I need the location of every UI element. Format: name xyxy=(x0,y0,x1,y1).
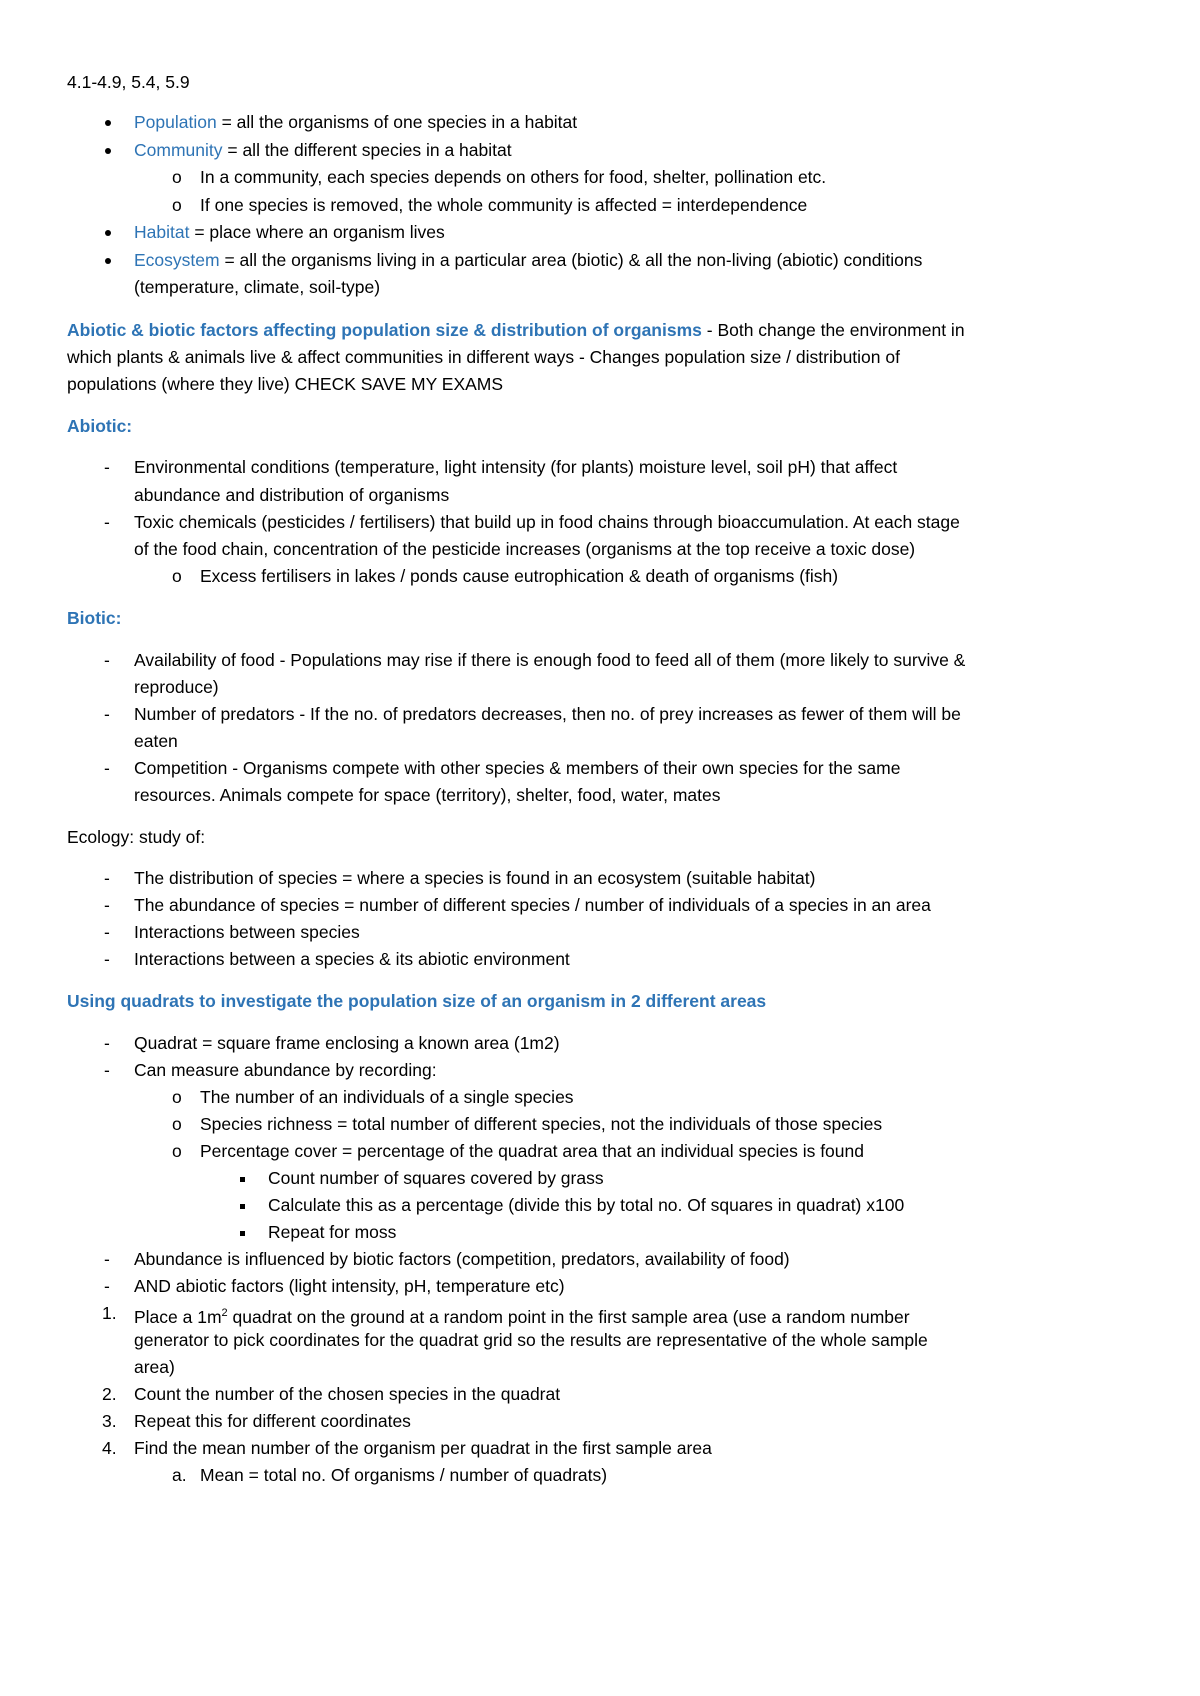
quadrat-subsub-item: Count number of squares covered by grass xyxy=(268,1168,604,1188)
dash-marker: - xyxy=(104,758,110,778)
biotic-item: Competition - Organisms compete with other species & members of their own species for the same xyxy=(134,758,901,778)
community-definition xyxy=(134,138,512,162)
ecosystem-definition xyxy=(134,248,922,272)
square-bullet xyxy=(240,1193,245,1217)
term-community: Community xyxy=(134,140,223,160)
quadrat-item: Abundance is influenced by biotic factors (competition, predators, availability of food) xyxy=(134,1249,790,1269)
step-number: 4. xyxy=(102,1438,117,1458)
sub-bullet: o xyxy=(172,1114,182,1134)
sub-bullet: o xyxy=(172,167,182,187)
abiotic-item: Environmental conditions (temperature, light intensity (for plants) moisture level, soil pH) that affect xyxy=(134,457,898,477)
quadrat-item: Quadrat = square frame enclosing a known area (1m2) xyxy=(134,1033,560,1053)
step-number: 1. xyxy=(102,1303,117,1323)
biotic-item-cont: eaten xyxy=(134,731,178,751)
sub-bullet: o xyxy=(172,1141,182,1161)
definition-text: = all the organisms living in a particular area (biotic) & all the non-living (abiotic) conditions xyxy=(219,250,923,270)
step-number: 3. xyxy=(102,1411,117,1431)
ecology-heading: Ecology: study of: xyxy=(67,827,206,847)
habitat-definition xyxy=(134,220,445,244)
dash-marker: - xyxy=(104,1276,110,1296)
step-text: Count the number of the chosen species in the quadrat xyxy=(134,1384,561,1404)
square-bullet xyxy=(240,1166,245,1190)
bullet xyxy=(105,220,111,244)
sub-step-text: Mean = total no. Of organisms / number of quadrats) xyxy=(200,1465,608,1485)
abiotic-item-cont: of the food chain, concentration of the pesticide increases (organisms at the top receive a toxic dose) xyxy=(134,539,916,559)
factors-heading: Abiotic & biotic factors affecting population size & distribution of organisms xyxy=(67,320,702,340)
dash-marker: - xyxy=(104,895,110,915)
quadrats-heading: Using quadrats to investigate the population size of an organism in 2 different areas xyxy=(67,991,767,1011)
term-population: Population xyxy=(134,112,217,132)
dash-marker: - xyxy=(104,1033,110,1053)
quadrat-subsub-item: Repeat for moss xyxy=(268,1222,397,1242)
step-text-cont: area) xyxy=(134,1357,175,1377)
dash-marker: - xyxy=(104,457,110,477)
biotic-item: Availability of food - Populations may rise if there is enough food to feed all of them (more likely to survive & xyxy=(134,650,966,670)
step-text-cont: generator to pick coordinates for the quadrat grid so the results are representative of the whole sample xyxy=(134,1330,928,1350)
ecosystem-definition-cont: (temperature, climate, soil-type) xyxy=(134,277,381,297)
section-codes: 4.1-4.9, 5.4, 5.9 xyxy=(67,72,190,92)
biotic-heading: Biotic: xyxy=(67,608,122,628)
population-definition xyxy=(134,110,577,134)
sub-bullet: o xyxy=(172,195,182,215)
step-text: Repeat this for different coordinates xyxy=(134,1411,411,1431)
dash-marker: - xyxy=(104,922,110,942)
ecology-item: The distribution of species = where a species is found in an ecosystem (suitable habitat) xyxy=(134,868,816,888)
abiotic-heading: Abiotic: xyxy=(67,416,133,436)
factors-paragraph xyxy=(67,318,965,342)
term-ecosystem: Ecosystem xyxy=(134,250,220,270)
step-number: 2. xyxy=(102,1384,117,1404)
biotic-item-cont: reproduce) xyxy=(134,677,219,697)
definition-text: = all the organisms of one species in a habitat xyxy=(216,112,578,132)
step-text-part: Place a 1m xyxy=(134,1306,222,1327)
dash-marker: - xyxy=(104,868,110,888)
quadrat-sub-item: The number of an individuals of a single species xyxy=(200,1087,574,1107)
paragraph-text: - Both change the environment in xyxy=(701,320,965,340)
square-bullet xyxy=(240,1220,245,1244)
community-sub-item: In a community, each species depends on others for food, shelter, pollination etc. xyxy=(200,167,827,187)
dash-marker: - xyxy=(104,512,110,532)
quadrat-sub-item: Percentage cover = percentage of the quadrat area that an individual species is found xyxy=(200,1141,864,1161)
definition-text: = place where an organism lives xyxy=(189,222,445,242)
dash-marker: - xyxy=(104,1249,110,1269)
abiotic-sub-item: Excess fertilisers in lakes / ponds cause eutrophication & death of organisms (fish) xyxy=(200,566,839,586)
bullet xyxy=(105,110,111,134)
dash-marker: - xyxy=(104,949,110,969)
step-text xyxy=(134,1301,910,1329)
biotic-item-cont: resources. Animals compete for space (territory), shelter, food, water, mates xyxy=(134,785,721,805)
step-text: Find the mean number of the organism per quadrat in the first sample area xyxy=(134,1438,712,1458)
superscript: 2 xyxy=(221,1307,228,1319)
dash-marker: - xyxy=(104,650,110,670)
bullet xyxy=(105,248,111,272)
ecology-item: Interactions between species xyxy=(134,922,360,942)
quadrat-item: AND abiotic factors (light intensity, pH, temperature etc) xyxy=(134,1276,565,1296)
community-sub-item: If one species is removed, the whole community is affected = interdependence xyxy=(200,195,808,215)
step-text-part: quadrat on the ground at a random point in the first sample area (use a random number xyxy=(227,1306,910,1327)
dash-marker: - xyxy=(104,704,110,724)
bullet xyxy=(105,138,111,162)
dash-marker: - xyxy=(104,1060,110,1080)
ecology-item: The abundance of species = number of different species / number of individuals of a species in an area xyxy=(134,895,931,915)
abiotic-item-cont: abundance and distribution of organisms xyxy=(134,485,450,505)
sub-bullet: o xyxy=(172,1087,182,1107)
ecology-item: Interactions between a species & its abiotic environment xyxy=(134,949,570,969)
abiotic-item: Toxic chemicals (pesticides / fertilisers) that build up in food chains through bioaccumulation. At each stage xyxy=(134,512,960,532)
quadrat-sub-item: Species richness = total number of different species, not the individuals of those species xyxy=(200,1114,883,1134)
sub-step-letter: a. xyxy=(172,1465,187,1485)
paragraph-line: populations (where they live) CHECK SAVE MY EXAMS xyxy=(67,374,504,394)
term-habitat: Habitat xyxy=(134,222,190,242)
biotic-item: Number of predators - If the no. of predators decreases, then no. of prey increases as fewer of them will be xyxy=(134,704,961,724)
definition-text: = all the different species in a habitat xyxy=(222,140,512,160)
paragraph-line: which plants & animals live & affect communities in different ways - Changes population size / distribution of xyxy=(67,347,900,367)
quadrat-subsub-item: Calculate this as a percentage (divide this by total no. Of squares in quadrat) x100 xyxy=(268,1195,905,1215)
sub-bullet: o xyxy=(172,566,182,586)
quadrat-item: Can measure abundance by recording: xyxy=(134,1060,437,1080)
